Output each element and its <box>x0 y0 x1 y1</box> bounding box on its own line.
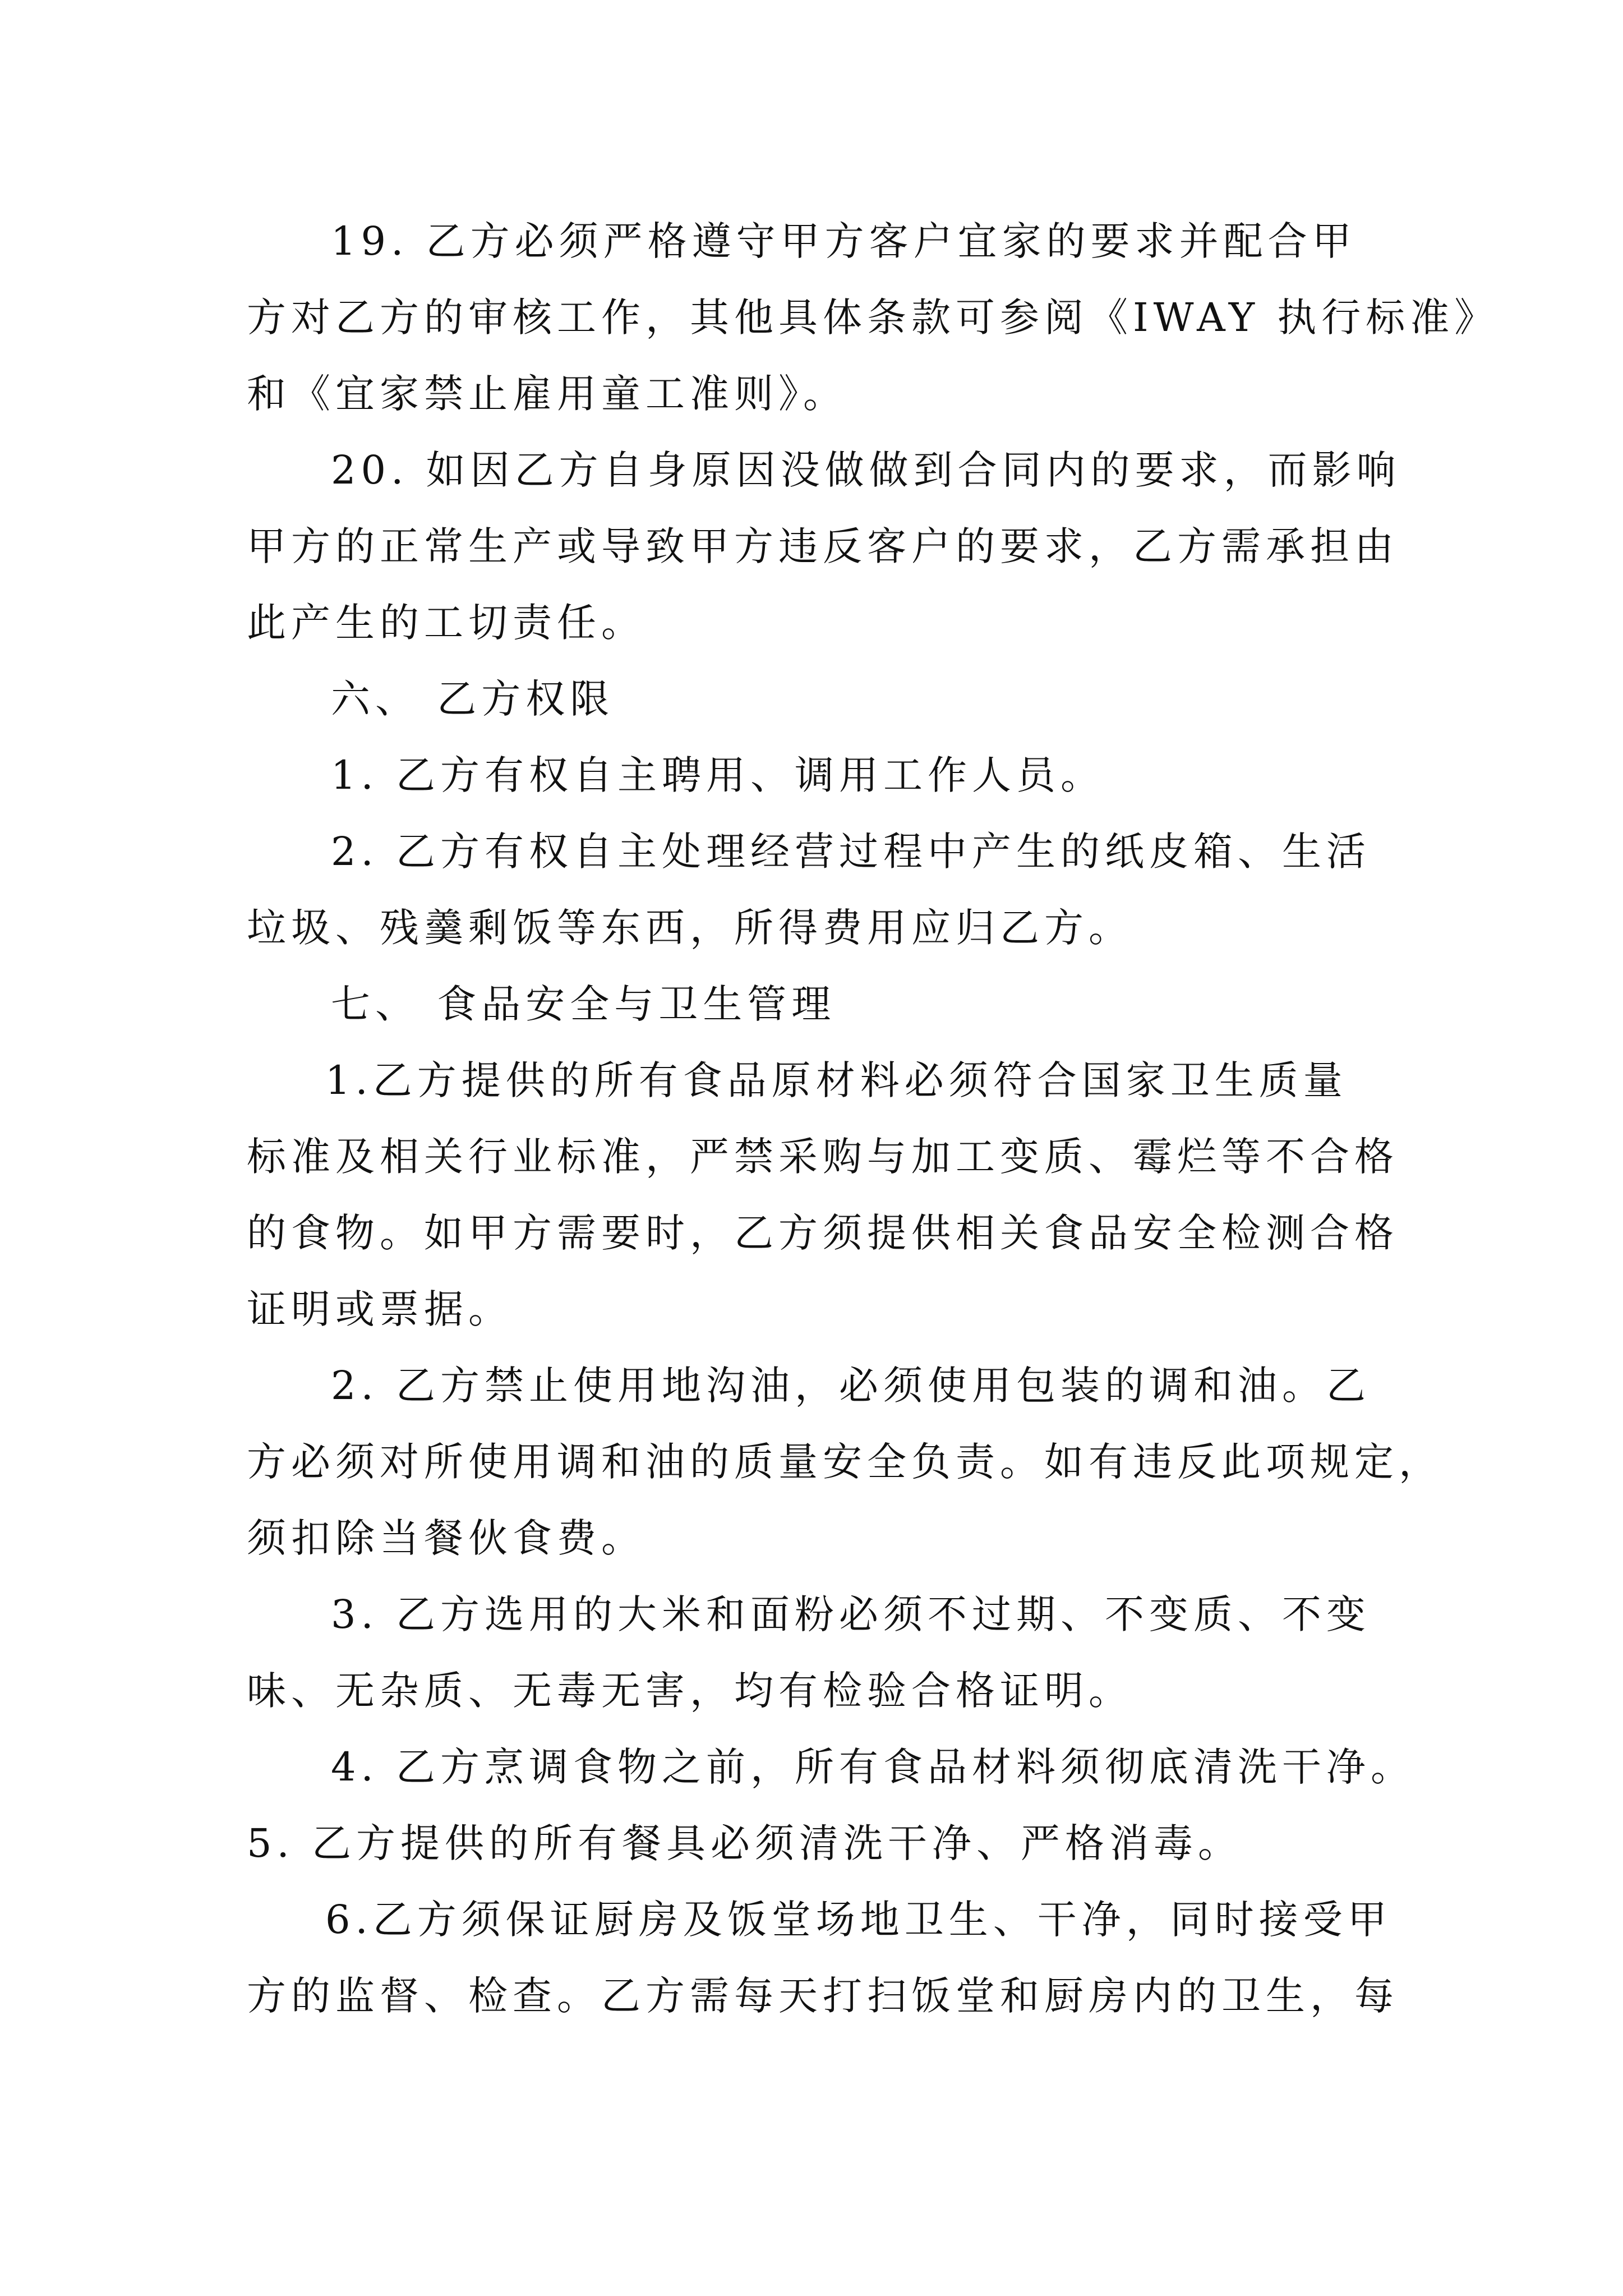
text-line: 2. 乙方有权自主处理经营过程中产生的纸皮箱、生活 <box>331 829 1371 875</box>
text-line: 七、 食品安全与卫生管理 <box>331 981 836 1027</box>
text-line: 3. 乙方选用的大米和面粉必须不过期、不变质、不变 <box>331 1591 1371 1637</box>
text-line: 方对乙方的审核工作，其他具体条款可参阅《IWAY 执行标准》 <box>247 295 1499 341</box>
paragraph-food-2 <box>247 1347 1443 1576</box>
paragraph-clause-20 <box>247 432 1401 661</box>
text-line: 20. 如因乙方自身原因没做做到合同内的要求，而影响 <box>331 447 1401 493</box>
text-line: 垃圾、残羹剩饭等东西，所得费用应归乙方。 <box>247 905 1133 951</box>
section-heading-6 <box>247 661 1391 737</box>
text-line: 1.乙方提供的所有食品原材料必须符合国家卫生质量 <box>325 1057 1348 1103</box>
text-line: 的食物。如甲方需要时，乙方须提供相关食品安全检测合格 <box>247 1210 1399 1256</box>
text-line: 方的监督、检查。乙方需每天打扫饭堂和厨房内的卫生，每 <box>247 1973 1399 2019</box>
text-line: 19. 乙方必须严格遵守甲方客户宜家的要求并配合甲 <box>331 218 1357 264</box>
text-line: 须扣除当餐伙食费。 <box>247 1515 645 1561</box>
text-line: 味、无杂质、无毒无害，均有检验合格证明。 <box>247 1668 1133 1714</box>
paragraph-rights-1 <box>247 737 1391 813</box>
paragraph-clause-19 <box>247 203 1499 432</box>
paragraph-food-6 <box>247 1881 1399 2034</box>
text-line: 方必须对所使用调和油的质量安全负责。如有违反此项规定， <box>247 1439 1443 1485</box>
document-body <box>247 203 1499 2034</box>
text-line: 4. 乙方烹调食物之前，所有食品材料须彻底清洗干净。 <box>331 1744 1415 1790</box>
paragraph-food-3 <box>247 1576 1391 1729</box>
paragraph-food-4 <box>247 1729 1415 1805</box>
text-line: 1. 乙方有权自主聘用、调用工作人员。 <box>331 752 1105 798</box>
text-line: 和《宜家禁止雇用童工准则》。 <box>247 371 847 417</box>
text-line: 标准及相关行业标准，严禁采购与加工变质、霉烂等不合格 <box>247 1134 1399 1180</box>
text-line: 证明或票据。 <box>247 1286 513 1332</box>
paragraph-food-5 <box>247 1805 1391 1881</box>
text-line: 六、 乙方权限 <box>331 676 615 722</box>
text-line: 此产生的工切责任。 <box>247 600 645 646</box>
paragraph-rights-2 <box>247 813 1391 966</box>
text-line: 6.乙方须保证厨房及饭堂场地卫生、干净，同时接受甲 <box>325 1897 1392 1943</box>
text-line: 2. 乙方禁止使用地沟油，必须使用包装的调和油。乙 <box>331 1363 1371 1409</box>
paragraph-food-1 <box>247 1042 1399 1347</box>
text-line: 甲方的正常生产或导致甲方违反客户的要求，乙方需承担由 <box>247 523 1399 569</box>
text-line: 5. 乙方提供的所有餐具必须清洗干净、严格消毒。 <box>247 1820 1243 1866</box>
section-heading-7 <box>247 966 1391 1042</box>
